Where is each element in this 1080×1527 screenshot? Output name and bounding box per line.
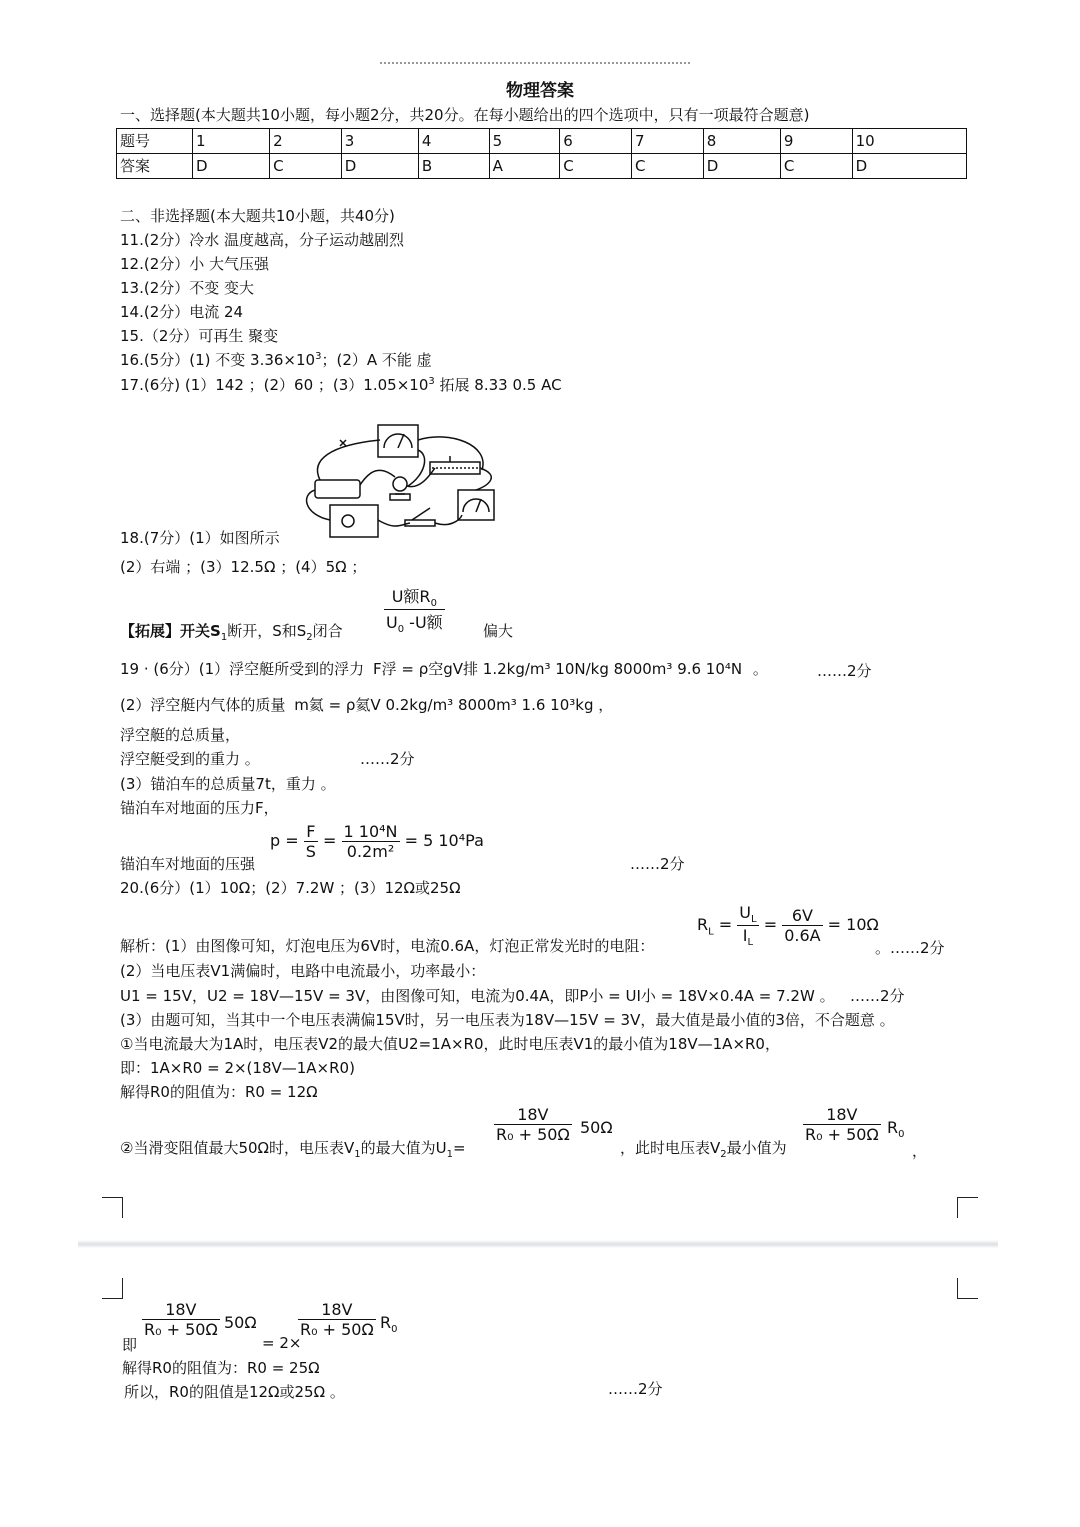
equals: = xyxy=(323,831,337,850)
answer-17 xyxy=(120,374,562,395)
page2-line2: 解得R0的阻值为：R0 = 25Ω xyxy=(122,1359,320,1377)
answer-18-line2: (2）右端 ；(3）12.5Ω ；(4）5Ω ； xyxy=(120,558,367,576)
text: ②当滑变阻值最大50Ω时，电压表V xyxy=(120,1139,355,1157)
q19-line1 xyxy=(120,658,768,679)
frac-den: R₀ + 50Ω xyxy=(496,1125,570,1144)
q19-line6: 锚泊车对地面的压力F， xyxy=(120,799,279,817)
lamp xyxy=(393,477,407,491)
q20-line9-text xyxy=(120,1137,466,1160)
table-row xyxy=(117,154,967,179)
cell: D xyxy=(341,154,418,179)
frac-den: I xyxy=(742,926,748,946)
answer-15: 15.（2分）可再生 聚变 xyxy=(120,327,279,345)
q19-line5: (3）锚泊车的总质量7t，重力 。 xyxy=(120,775,336,793)
cell: 10 xyxy=(852,129,966,154)
score: ……2分 xyxy=(360,750,415,768)
answer-17-a: 17.(6分) (1）142 ；(2）60 ；(3）1.05×10 xyxy=(120,376,429,394)
cell: C xyxy=(560,154,632,179)
answer-17-b: 拓展 8.33 0.5 AC xyxy=(434,376,562,394)
subscript: L xyxy=(751,914,757,926)
voltmeter-top xyxy=(378,425,418,457)
q19-text: 19 · (6分）(1）浮空艇所受到的浮力 xyxy=(120,660,365,678)
cell: 2 xyxy=(270,129,342,154)
score: ……2分 xyxy=(608,1380,663,1398)
answer-12: 12.(2分）小 大气压强 xyxy=(120,255,270,273)
q19-line2 xyxy=(120,694,613,715)
p-rhs: = 5 10⁴Pa xyxy=(404,831,484,850)
frac-num: 18V xyxy=(142,1300,220,1320)
subscript: 0 xyxy=(898,1129,905,1141)
equals: = xyxy=(718,915,733,935)
equals: = xyxy=(763,915,778,935)
q19-line4: 浮空艇受到的重力 。 xyxy=(120,750,260,768)
ext-fraction xyxy=(384,584,445,635)
subscript: 1 xyxy=(446,1149,453,1160)
cell: 7 xyxy=(632,129,704,154)
subscript: 0 xyxy=(397,624,405,636)
q20-line1: 20.(6分）(1）10Ω；(2）7.2W ；(3）12Ω或25Ω xyxy=(120,879,461,897)
cell: C xyxy=(632,154,704,179)
fraction-v2 xyxy=(803,1105,881,1144)
frac-den: 0.2m² xyxy=(346,842,395,861)
cell: D xyxy=(703,154,780,179)
score: ……2分 xyxy=(630,855,685,873)
cell: A xyxy=(489,154,560,179)
exponent: 3 xyxy=(428,376,435,387)
q19-text: (2）浮空艇内气体的质量 xyxy=(120,696,286,714)
page2-ji: 即 xyxy=(122,1336,138,1354)
fraction-u1 xyxy=(494,1105,572,1144)
subscript: 2 xyxy=(306,632,313,643)
q20-line9-tail xyxy=(620,1137,787,1160)
buoyancy-formula: F浮 = ρ空gV排 1.2kg/m³ 10N/kg 8000m³ 9.6 10⁴N xyxy=(372,660,743,678)
text: ，此时电压表V xyxy=(620,1139,721,1157)
meter-dial xyxy=(384,434,412,448)
subscript: 0 xyxy=(430,598,437,610)
period: 。 xyxy=(752,660,768,678)
q20-line3: (2）当电压表V1满偏时，电路中电流最小，功率最小： xyxy=(120,962,486,980)
answer-13: 13.(2分）不变 变大 xyxy=(120,279,255,297)
comma: ， xyxy=(598,696,614,714)
rl-rhs: = 10Ω xyxy=(827,915,879,935)
q20-line4: U1 = 15V，U2 = 18V—15V = 3V，由图像可知，电流为0.4A，即P小 = UI小 = 18V×0.4A = 7.2W 。 xyxy=(120,987,835,1005)
mass-formula: m氦 = ρ氦V 0.2kg/m³ 8000m³ 1.6 10³kg xyxy=(294,696,594,714)
frac-num: F xyxy=(304,822,318,842)
frac-num: U xyxy=(739,903,752,922)
cell: 9 xyxy=(780,129,852,154)
p-lhs: p = xyxy=(270,831,299,850)
frac-num: 18V xyxy=(803,1105,881,1125)
frac-num: 6V xyxy=(782,906,822,926)
q19-line7: 锚泊车对地面的压强 xyxy=(120,855,256,873)
subscript: 0 xyxy=(391,1324,398,1336)
corner-mark xyxy=(957,1278,978,1299)
pressure-formula xyxy=(270,822,484,861)
rl-formula xyxy=(697,903,879,948)
battery-box xyxy=(315,480,360,498)
circuit-diagram xyxy=(300,420,510,545)
cell: 6 xyxy=(560,129,632,154)
table-row xyxy=(117,129,967,154)
cell: 4 xyxy=(418,129,489,154)
cell: 5 xyxy=(489,129,560,154)
text: 的最大值为U xyxy=(360,1139,447,1157)
q20-line5: (3）由题可知，当其中一个电压表满偏15V时，另一电压表为18V—15V = 3V，最大值是最小值的3倍，不合题意 。 xyxy=(120,1011,895,1029)
exponent: 3 xyxy=(315,351,322,362)
frac-num: U额R xyxy=(391,587,431,606)
subscript: L xyxy=(708,926,714,938)
ext-text: 【拓展】开关S xyxy=(120,622,221,640)
subscript: L xyxy=(747,937,754,949)
frac-num: 18V xyxy=(494,1105,572,1125)
ext-text: 断开，S和S xyxy=(227,622,307,640)
ext-text: 闭合 xyxy=(312,622,343,640)
answer-14: 14.(2分）电流 24 xyxy=(120,303,244,321)
rl-lhs: R xyxy=(697,915,709,935)
multiplier: 50Ω xyxy=(580,1118,613,1137)
q20-line8: 解得R0的阻值为：R0 = 12Ω xyxy=(120,1083,318,1101)
section2-heading: 二、非选择题(本大题共10小题，共40分) xyxy=(120,207,395,225)
q19-line3: 浮空艇的总质量， xyxy=(120,726,241,744)
ext-result: 偏大 xyxy=(483,622,514,640)
cell: D xyxy=(852,154,966,179)
answer-11: 11.(2分）冷水 温度越高，分子运动越剧烈 xyxy=(120,231,405,249)
frac-den: R₀ + 50Ω xyxy=(805,1125,879,1144)
corner-mark xyxy=(102,1278,123,1299)
cell: 8 xyxy=(703,129,780,154)
frac-den: R₀ + 50Ω xyxy=(144,1320,218,1339)
multiplier: $R_0$ xyxy=(887,1118,905,1141)
cell: D xyxy=(193,154,270,179)
cell: B xyxy=(418,154,489,179)
frac-den-rest: -U额 xyxy=(404,613,443,633)
extension-label xyxy=(120,620,343,643)
frac-num: 1 10⁴N xyxy=(343,822,398,841)
score: ……2分 xyxy=(817,662,872,680)
page-separator xyxy=(78,1240,998,1248)
answer-16-a: 16.(5分）(1) 不变 3.36×10 xyxy=(120,351,316,369)
cell: C xyxy=(780,154,852,179)
corner-mark xyxy=(102,1197,123,1218)
answer-16 xyxy=(120,349,432,370)
text: 最小值为 xyxy=(726,1139,787,1157)
section1-heading: 一、选择题(本大题共10小题，每小题2分，共20分。在每小题给出的四个选项中，只有一项最符合题意) xyxy=(120,106,810,124)
subscript: 1 xyxy=(354,1149,361,1160)
answer-16-b: ；(2）A 不能 虚 xyxy=(321,351,432,369)
corner-mark xyxy=(957,1197,978,1218)
page2-line3: 所以，R0的阻值是12Ω或25Ω 。 xyxy=(124,1383,345,1401)
frac-den: S xyxy=(305,842,316,861)
ammeter-right xyxy=(458,490,494,520)
frac-num: 18V xyxy=(298,1300,376,1320)
multiplier: $R_0$ xyxy=(380,1313,398,1336)
scan-artifact xyxy=(380,62,690,72)
equals-2x: = 2× xyxy=(262,1334,302,1352)
page2-fraction1 xyxy=(142,1300,220,1339)
cell: C xyxy=(270,154,342,179)
answer-table xyxy=(116,128,967,179)
q20-line2: 解析：(1）由图像可知，灯泡电压为6V时，电流0.6A，灯泡正常发光时的电阻： xyxy=(120,937,655,955)
comma: ， xyxy=(912,1142,928,1160)
page2-fraction2 xyxy=(298,1300,376,1339)
cell: 3 xyxy=(341,129,418,154)
score: 。……2分 xyxy=(875,939,945,957)
text: = xyxy=(453,1139,466,1157)
answer-18-line1: 18.(7分）(1）如图所示 xyxy=(120,529,280,547)
frac-den: R₀ + 50Ω xyxy=(300,1320,374,1339)
page-title: 物理答案 xyxy=(506,81,574,101)
row-label: 题号 xyxy=(117,129,193,154)
cell: 1 xyxy=(193,129,270,154)
multiplier: 50Ω xyxy=(224,1313,257,1332)
frac-den: 0.6A xyxy=(784,926,821,946)
score: ……2分 xyxy=(850,987,905,1005)
q20-line6: ①当电流最大为1A时，电压表V2的最大值U2=1A×R0，此时电压表V1的最小值为18V—1A×R0， xyxy=(120,1035,780,1053)
frac-den: U xyxy=(386,613,398,633)
subscript: 2 xyxy=(720,1149,727,1160)
row-label: 答案 xyxy=(117,154,193,179)
subscript: 1 xyxy=(220,632,228,643)
q20-line7: 即：1A×R0 = 2×(18V—1A×R0) xyxy=(120,1059,355,1077)
